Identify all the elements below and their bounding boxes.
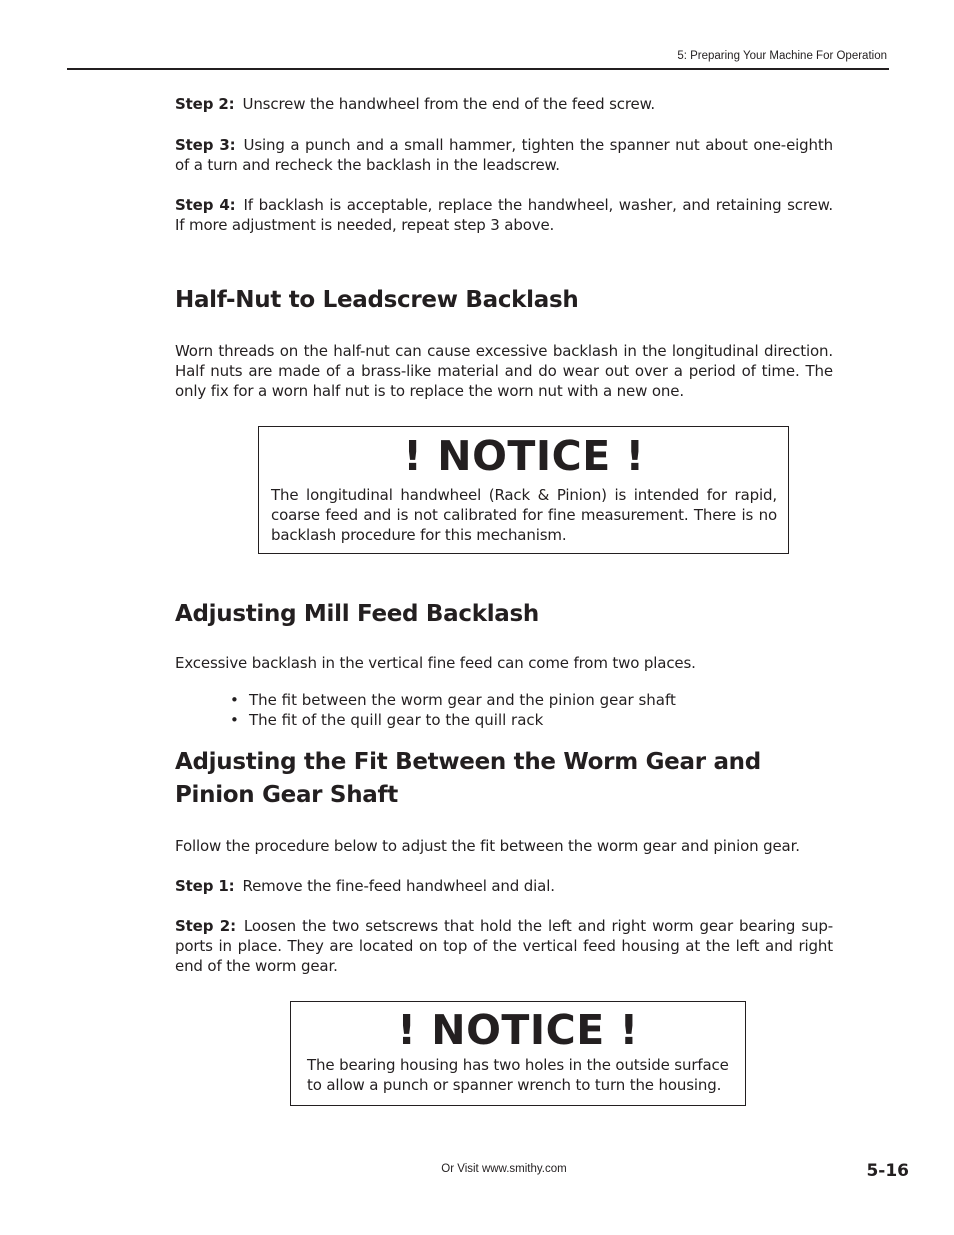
step-label: Step 2: <box>175 917 236 935</box>
notice-box <box>290 1001 746 1106</box>
list-item: • The fit between the worm gear and the pinion gear shaft <box>230 691 676 709</box>
body-paragraph: Excessive backlash in the vertical fine feed can come from two places. <box>175 654 696 672</box>
step-text: Using a punch and a small hammer, tighten the spanner nut about one-eighth of a turn and recheck the backlash in the leadscrew. <box>175 136 833 175</box>
running-header: 5: Preparing Your Machine For Operation <box>677 50 887 62</box>
step-paragraph <box>175 135 833 175</box>
step-text: Unscrew the handwheel from the end of the feed screw. <box>242 95 655 113</box>
section-heading: Adjusting the Fit Between the Worm Gear and Pinion Gear Shaft <box>175 749 761 808</box>
step-paragraph <box>175 916 833 977</box>
footer-website: Or Visit www.smithy.com <box>441 1163 567 1175</box>
notice-title: ! NOTICE ! <box>397 1006 639 1054</box>
notice-text: The bearing housing has two holes in the outside surface to allow a punch or spanner wrench to turn the housing. <box>307 1056 729 1095</box>
step-label: Step 2: <box>175 95 235 113</box>
step-label: Step 4: <box>175 196 236 214</box>
step-text: If backlash is acceptable, replace the handwheel, washer, and retaining screw. If more adjustment is needed, repeat step 3 above. <box>175 196 833 235</box>
page-number: 5-16 <box>866 1161 909 1181</box>
step-paragraph <box>175 876 833 896</box>
section-heading: Half-Nut to Leadscrew Backlash <box>175 287 579 313</box>
header-rule <box>67 68 889 70</box>
bullet-icon: • <box>230 691 239 709</box>
notice-title: ! NOTICE ! <box>403 432 645 480</box>
step-paragraph <box>175 195 833 235</box>
bullet-list <box>230 690 830 730</box>
notice-text: The longitudinal handwheel (Rack & Pinion) is intended for rapid, coarse feed and is not calibrated for fine measurement. There is no backlash procedure for this mechanism. <box>271 486 777 545</box>
body-paragraph: Follow the procedure below to adjust the fit between the worm gear and pinion gear. <box>175 837 800 855</box>
step-label: Step 3: <box>175 136 236 154</box>
list-item: • The fit of the quill gear to the quill rack <box>230 711 544 730</box>
step-text: Loosen the two setscrews that hold the left and right worm gear bearing sup-ports in place. They are located on top of the vertical feed housing at the left and right end of the worm gear. <box>175 917 833 976</box>
notice-box <box>258 426 789 554</box>
step-paragraph <box>175 94 833 114</box>
body-paragraph: Worn threads on the half-nut can cause excessive backlash in the longitudinal direction. Half nuts are made of a brass-like material and do wear out over a period of time. The only fix for a worn half nut is to replace the worn nut with a new one. <box>175 342 833 401</box>
bullet-icon: • <box>230 711 239 730</box>
section-heading: Adjusting Mill Feed Backlash <box>175 601 539 627</box>
step-text: Remove the fine-feed handwheel and dial. <box>242 877 555 895</box>
step-label: Step 1: <box>175 877 235 895</box>
